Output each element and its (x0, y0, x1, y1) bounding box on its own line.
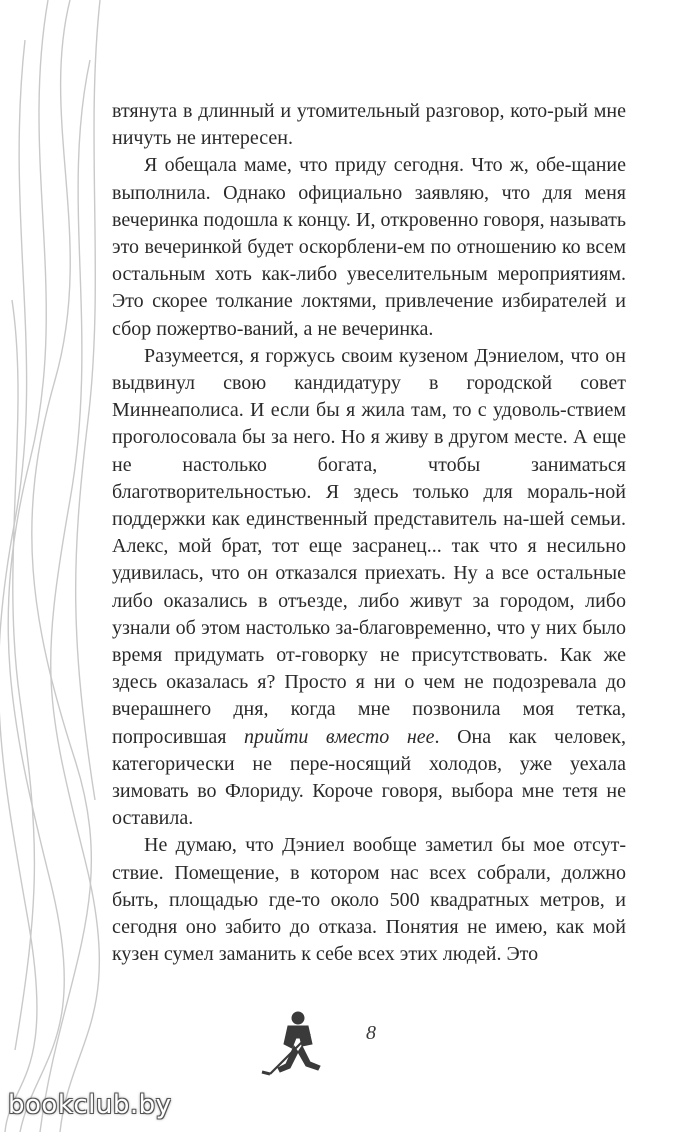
page-number: 8 (366, 1022, 376, 1044)
paragraph (112, 152, 626, 342)
paragraph-text: Разумеется, я горжусь своим кузеном Дэниелом, что он выдвинул свою кандидатуру в городской совет Миннеаполиса. И если бы я жила там, то с удоволь-ствием проголосовала бы за него. Но я живу в другом месте. А еще не настолько богата, чтобы заниматься благотворительностью. Я здесь только для мораль-ной поддержки как единственный представитель на-шей семьи. Алекс, мой брат, тот еще засранец... так что я несильно удивилась, что он отказался приехать. Ну а все остальные либо оказались в отъезде, либо живут за городом, либо узнали об этом настолько за-благовременно, что у них было время придумать от-говорку не присутствовать. Как же здесь оказалась я? Просто я ни о чем не подозревала до вчерашнего дня, когда мне позвонила моя тетка, попросившая (112, 344, 626, 748)
watermark-text: bookclub.by (8, 1090, 172, 1120)
paragraph (112, 343, 626, 833)
paragraph (112, 98, 626, 152)
italic-phrase: прийти вместо нее (243, 725, 435, 748)
decorative-vine-lines (0, 0, 110, 1132)
paragraph-text: Не думаю, что Дэниел вообще заметил бы мое отсут-ствие. Помещение, в котором нас всех собрали, должно быть, площадью где-то около 500 квадратных метров, и сегодня оно забито до отказа. Понятия не имею, как мой кузен сумел заманить к себе всех этих людей. Это (112, 834, 626, 966)
paragraph (112, 832, 626, 968)
paragraph-text: . Она как человек, категорически не пере-носящий холодов, уже уехала зимовать во Флориду. Короче говоря, выбора мне тетя не оставила. (112, 725, 627, 830)
body-text (112, 98, 626, 969)
paragraph-text: Я обещала маме, что приду сегодня. Что ж, обе-щание выполнила. Однако официально заявляю, что для меня вечеринка подошла к концу. И, откровенно говоря, называть это вечеринкой будет оскорблени-ем по отношению ко всем остальным хоть как-либо увеселительным мероприятиям. Это скорее толкание локтями, привлечение избирателей и сбор пожертво-ваний, а не вечеринка. (112, 154, 626, 340)
hockey-player-icon (258, 1008, 338, 1078)
paragraph-text: втянута в длинный и утомительный разговор, кото-рый мне ничуть не интересен. (112, 100, 626, 150)
